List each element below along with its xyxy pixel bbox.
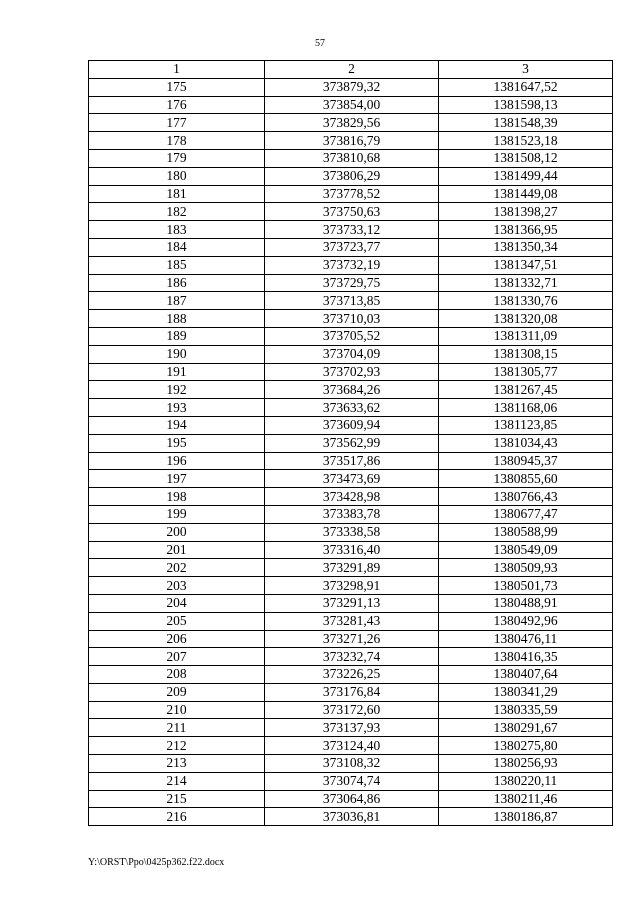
cell-y-coordinate: 1381449,08	[439, 185, 613, 203]
cell-y-coordinate: 1380476,11	[439, 630, 613, 648]
cell-y-coordinate: 1380291,67	[439, 719, 613, 737]
cell-x-coordinate: 373036,81	[265, 808, 439, 826]
cell-y-coordinate: 1380488,91	[439, 594, 613, 612]
cell-x-coordinate: 373705,52	[265, 327, 439, 345]
cell-point-number: 193	[89, 399, 265, 417]
cell-x-coordinate: 373854,00	[265, 96, 439, 114]
cell-point-number: 189	[89, 327, 265, 345]
cell-x-coordinate: 373226,25	[265, 666, 439, 684]
cell-y-coordinate: 1380416,35	[439, 648, 613, 666]
cell-y-coordinate: 1380335,59	[439, 701, 613, 719]
table-row	[89, 78, 613, 96]
table-row	[89, 363, 613, 381]
cell-y-coordinate: 1381523,18	[439, 132, 613, 150]
cell-x-coordinate: 373473,69	[265, 470, 439, 488]
cell-point-number: 207	[89, 648, 265, 666]
cell-x-coordinate: 373733,12	[265, 221, 439, 239]
table-row	[89, 256, 613, 274]
table-body	[89, 78, 613, 825]
cell-point-number: 204	[89, 594, 265, 612]
cell-y-coordinate: 1380549,09	[439, 541, 613, 559]
cell-x-coordinate: 373316,40	[265, 541, 439, 559]
cell-x-coordinate: 373271,26	[265, 630, 439, 648]
cell-x-coordinate: 373064,86	[265, 790, 439, 808]
cell-point-number: 195	[89, 434, 265, 452]
cell-x-coordinate: 373778,52	[265, 185, 439, 203]
cell-y-coordinate: 1381332,71	[439, 274, 613, 292]
cell-point-number: 213	[89, 755, 265, 773]
cell-x-coordinate: 373383,78	[265, 505, 439, 523]
cell-y-coordinate: 1380256,93	[439, 755, 613, 773]
cell-y-coordinate: 1380341,29	[439, 683, 613, 701]
table-row	[89, 577, 613, 595]
cell-x-coordinate: 373428,98	[265, 488, 439, 506]
cell-y-coordinate: 1381508,12	[439, 149, 613, 167]
cell-point-number: 181	[89, 185, 265, 203]
table-row	[89, 755, 613, 773]
cell-x-coordinate: 373684,26	[265, 381, 439, 399]
cell-point-number: 178	[89, 132, 265, 150]
cell-point-number: 182	[89, 203, 265, 221]
cell-x-coordinate: 373108,32	[265, 755, 439, 773]
table-row	[89, 523, 613, 541]
cell-point-number: 200	[89, 523, 265, 541]
cell-y-coordinate: 1380509,93	[439, 559, 613, 577]
cell-point-number: 187	[89, 292, 265, 310]
table-row	[89, 167, 613, 185]
cell-x-coordinate: 373879,32	[265, 78, 439, 96]
cell-point-number: 201	[89, 541, 265, 559]
table-row	[89, 416, 613, 434]
cell-point-number: 197	[89, 470, 265, 488]
cell-point-number: 177	[89, 114, 265, 132]
cell-point-number: 186	[89, 274, 265, 292]
cell-y-coordinate: 1381168,06	[439, 399, 613, 417]
cell-point-number: 203	[89, 577, 265, 595]
table-row	[89, 185, 613, 203]
cell-point-number: 175	[89, 78, 265, 96]
cell-x-coordinate: 373124,40	[265, 737, 439, 755]
cell-y-coordinate: 1380945,37	[439, 452, 613, 470]
cell-y-coordinate: 1380220,11	[439, 772, 613, 790]
cell-y-coordinate: 1381499,44	[439, 167, 613, 185]
cell-x-coordinate: 373291,13	[265, 594, 439, 612]
cell-y-coordinate: 1380588,99	[439, 523, 613, 541]
cell-point-number: 214	[89, 772, 265, 790]
table-row	[89, 505, 613, 523]
table-row	[89, 149, 613, 167]
cell-y-coordinate: 1381305,77	[439, 363, 613, 381]
cell-x-coordinate: 373172,60	[265, 701, 439, 719]
table-row	[89, 772, 613, 790]
cell-y-coordinate: 1381308,15	[439, 345, 613, 363]
table-row	[89, 790, 613, 808]
cell-x-coordinate: 373232,74	[265, 648, 439, 666]
cell-point-number: 216	[89, 808, 265, 826]
table-row	[89, 345, 613, 363]
cell-point-number: 194	[89, 416, 265, 434]
cell-x-coordinate: 373137,93	[265, 719, 439, 737]
table-row	[89, 452, 613, 470]
table-row	[89, 221, 613, 239]
table-header-row	[89, 61, 613, 79]
cell-x-coordinate: 373609,94	[265, 416, 439, 434]
table-row	[89, 666, 613, 684]
column-header-y: 3	[439, 61, 613, 79]
column-header-x: 2	[265, 61, 439, 79]
table-row	[89, 683, 613, 701]
footer-file-path: Y:\ORST\Ppo\0425p362.f22.docx	[88, 857, 225, 868]
cell-point-number: 191	[89, 363, 265, 381]
cell-y-coordinate: 1381647,52	[439, 78, 613, 96]
cell-y-coordinate: 1381267,45	[439, 381, 613, 399]
cell-point-number: 212	[89, 737, 265, 755]
cell-y-coordinate: 1380766,43	[439, 488, 613, 506]
cell-x-coordinate: 373633,62	[265, 399, 439, 417]
cell-y-coordinate: 1381347,51	[439, 256, 613, 274]
cell-x-coordinate: 373291,89	[265, 559, 439, 577]
cell-point-number: 206	[89, 630, 265, 648]
cell-point-number: 180	[89, 167, 265, 185]
table-row	[89, 541, 613, 559]
cell-x-coordinate: 373281,43	[265, 612, 439, 630]
cell-x-coordinate: 373829,56	[265, 114, 439, 132]
table-row	[89, 381, 613, 399]
cell-x-coordinate: 373816,79	[265, 132, 439, 150]
table-row	[89, 488, 613, 506]
cell-y-coordinate: 1381398,27	[439, 203, 613, 221]
cell-y-coordinate: 1380855,60	[439, 470, 613, 488]
table-row	[89, 132, 613, 150]
table-row	[89, 310, 613, 328]
cell-point-number: 184	[89, 238, 265, 256]
table-row	[89, 434, 613, 452]
cell-x-coordinate: 373074,74	[265, 772, 439, 790]
cell-x-coordinate: 373806,29	[265, 167, 439, 185]
cell-point-number: 215	[89, 790, 265, 808]
cell-point-number: 202	[89, 559, 265, 577]
cell-point-number: 192	[89, 381, 265, 399]
cell-y-coordinate: 1380211,46	[439, 790, 613, 808]
table-row	[89, 648, 613, 666]
cell-x-coordinate: 373702,93	[265, 363, 439, 381]
column-header-point: 1	[89, 61, 265, 79]
cell-point-number: 179	[89, 149, 265, 167]
cell-x-coordinate: 373810,68	[265, 149, 439, 167]
cell-y-coordinate: 1381548,39	[439, 114, 613, 132]
table-row	[89, 114, 613, 132]
cell-x-coordinate: 373732,19	[265, 256, 439, 274]
cell-x-coordinate: 373713,85	[265, 292, 439, 310]
cell-y-coordinate: 1381598,13	[439, 96, 613, 114]
cell-x-coordinate: 373562,99	[265, 434, 439, 452]
table-row	[89, 203, 613, 221]
cell-y-coordinate: 1381366,95	[439, 221, 613, 239]
cell-x-coordinate: 373704,09	[265, 345, 439, 363]
cell-point-number: 198	[89, 488, 265, 506]
table-row	[89, 238, 613, 256]
cell-point-number: 183	[89, 221, 265, 239]
cell-y-coordinate: 1381330,76	[439, 292, 613, 310]
cell-y-coordinate: 1380492,96	[439, 612, 613, 630]
cell-point-number: 208	[89, 666, 265, 684]
cell-x-coordinate: 373298,91	[265, 577, 439, 595]
table-row	[89, 630, 613, 648]
cell-y-coordinate: 1381123,85	[439, 416, 613, 434]
cell-y-coordinate: 1381350,34	[439, 238, 613, 256]
cell-y-coordinate: 1380677,47	[439, 505, 613, 523]
cell-x-coordinate: 373750,63	[265, 203, 439, 221]
page-number: 57	[315, 38, 325, 49]
table-row	[89, 594, 613, 612]
cell-x-coordinate: 373723,77	[265, 238, 439, 256]
cell-point-number: 210	[89, 701, 265, 719]
cell-point-number: 176	[89, 96, 265, 114]
cell-y-coordinate: 1380186,87	[439, 808, 613, 826]
cell-x-coordinate: 373517,86	[265, 452, 439, 470]
table-row	[89, 292, 613, 310]
cell-y-coordinate: 1380501,73	[439, 577, 613, 595]
table-row	[89, 327, 613, 345]
cell-y-coordinate: 1380407,64	[439, 666, 613, 684]
cell-point-number: 209	[89, 683, 265, 701]
cell-y-coordinate: 1381320,08	[439, 310, 613, 328]
cell-x-coordinate: 373338,58	[265, 523, 439, 541]
table-row	[89, 96, 613, 114]
table-row	[89, 274, 613, 292]
cell-y-coordinate: 1381034,43	[439, 434, 613, 452]
cell-point-number: 190	[89, 345, 265, 363]
table-row	[89, 719, 613, 737]
table-row	[89, 701, 613, 719]
table-row	[89, 808, 613, 826]
cell-y-coordinate: 1381311,09	[439, 327, 613, 345]
cell-point-number: 211	[89, 719, 265, 737]
table-row	[89, 612, 613, 630]
table-row	[89, 559, 613, 577]
cell-point-number: 196	[89, 452, 265, 470]
coordinates-table	[88, 60, 613, 826]
table-row	[89, 399, 613, 417]
cell-x-coordinate: 373176,84	[265, 683, 439, 701]
table-row	[89, 470, 613, 488]
cell-point-number: 185	[89, 256, 265, 274]
cell-x-coordinate: 373729,75	[265, 274, 439, 292]
cell-point-number: 188	[89, 310, 265, 328]
table-row	[89, 737, 613, 755]
cell-point-number: 205	[89, 612, 265, 630]
cell-point-number: 199	[89, 505, 265, 523]
cell-x-coordinate: 373710,03	[265, 310, 439, 328]
cell-y-coordinate: 1380275,80	[439, 737, 613, 755]
table-header	[89, 61, 613, 79]
